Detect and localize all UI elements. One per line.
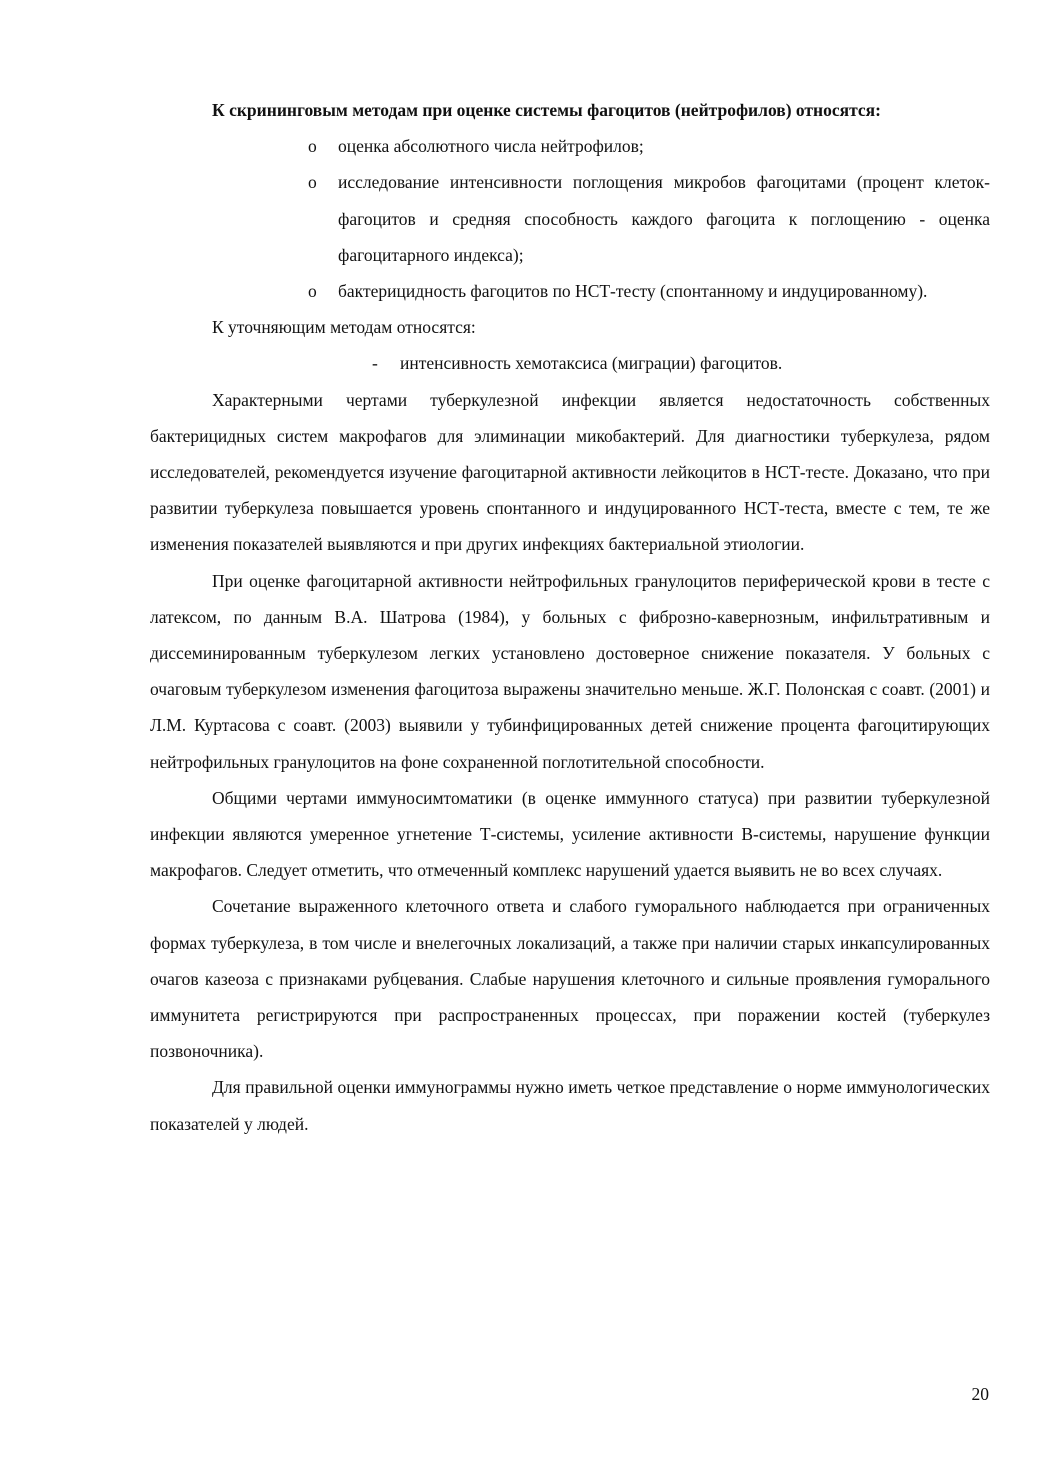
list-item (372, 345, 990, 381)
list-item-text: бактерицидность фагоцитов по НСТ-тесту (спонтанному и индуцированному). (338, 281, 928, 302)
paragraph: Сочетание выраженного клеточного ответа и слабого гуморального наблюдается при ограниченных формах туберкулеза, в том числе и внелегочных локализаций, а также при наличии старых инкапсулированных очагов казеоза с признаками рубцевания. Слабые нарушения клеточного и сильные проявления гуморального иммунитета регистрируются при распространенных процессах, при поражении костей (туберкулез позвоночника). (150, 896, 990, 1062)
dash-marker: - (372, 353, 378, 374)
list-item-text: оценка абсолютного числа нейтрофилов; (338, 136, 644, 157)
clarifying-methods-label: К уточняющим методам относятся: (212, 317, 476, 338)
list-item (308, 164, 990, 273)
paragraph: Для правильной оценки иммунограммы нужно иметь четкое представление о норме иммунологических показателей у людей. (150, 1077, 990, 1134)
bullet-marker: o (308, 172, 317, 193)
page-number: 20 (971, 1384, 989, 1404)
screening-methods-list (150, 128, 990, 309)
document-page (150, 92, 990, 1142)
paragraph: Общими чертами иммуносимтоматики (в оценке иммунного статуса) при развитии туберкулезной инфекции являются умеренное угнетение Т-системы, усиление активности В-системы, нарушение функции макрофагов. Следует отметить, что отмеченный комплекс нарушений удается выявить не во всех случаях. (150, 787, 990, 881)
paragraph: Характерными чертами туберкулезной инфекции является недостаточность собственных бактерицидных систем макрофагов для элиминации микобактерий. Для диагностики туберкулеза, рядом исследователей, рекомендуется изучение фагоцитарной активности лейкоцитов в НСТ-тесте. Доказано, что при развитии туберкулеза повышается уровень спонтанного и индуцированного НСТ-теста, вместе с тем, те же изменения показателей выявляются и при других инфекциях бактериальной этиологии. (150, 389, 990, 555)
clarifying-methods-list (150, 345, 990, 381)
list-item-text: исследование интенсивности поглощения микробов фагоцитами (процент клеток-фагоцитов и средняя способность каждого фагоцита к поглощению - оценка фагоцитарного индекса); (338, 172, 990, 265)
section-heading: К скрининговым методам при оценке системы фагоцитов (нейтрофилов) относятся: (212, 100, 881, 120)
paragraph: При оценке фагоцитарной активности нейтрофильных гранулоцитов периферической крови в тесте с латексом, по данным В.А. Шатрова (1984), у больных с фиброзно-кавернозным, инфильтративным и диссеминированным туберкулезом легких установлено достоверное снижение показателя. У больных с очаговым туберкулезом изменения фагоцитоза выражены значительно меньше. Ж.Г. Полонская с соавт. (2001) и Л.М. Куртасова с соавт. (2003) выявили у тубинфицированных детей снижение процента фагоцитирующих нейтрофильных гранулоцитов на фоне сохраненной поглотительной способности. (150, 570, 990, 772)
list-item (308, 273, 990, 309)
list-item-text: интенсивность хемотаксиса (миграции) фагоцитов. (400, 353, 783, 374)
bullet-marker: o (308, 136, 317, 157)
list-item (308, 128, 990, 164)
bullet-marker: o (308, 281, 317, 302)
